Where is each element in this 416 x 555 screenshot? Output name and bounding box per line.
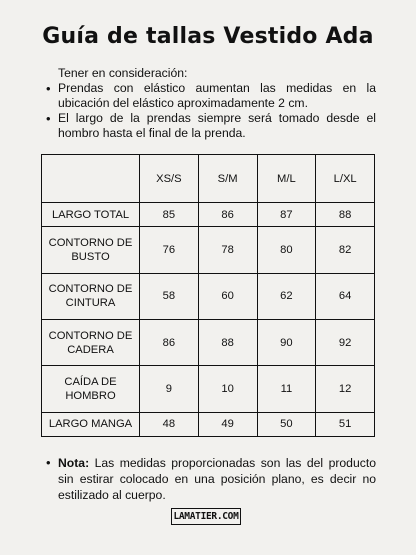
table-cell: 9 bbox=[140, 366, 199, 412]
row-label: LARGO TOTAL bbox=[42, 203, 140, 227]
table-header-cell: M/L bbox=[257, 155, 316, 203]
note-bullet bbox=[46, 455, 376, 503]
table-cell: 92 bbox=[316, 319, 375, 365]
table-cell: 50 bbox=[257, 412, 316, 436]
table-row bbox=[42, 366, 375, 412]
table-row bbox=[42, 319, 375, 365]
table-cell: 64 bbox=[316, 273, 375, 319]
table-cell: 10 bbox=[198, 366, 257, 412]
table-cell: 62 bbox=[257, 273, 316, 319]
table-header-cell: S/M bbox=[198, 155, 257, 203]
table-row bbox=[42, 227, 375, 273]
intro-section bbox=[46, 66, 376, 141]
table-cell: 60 bbox=[198, 273, 257, 319]
table-cell: 51 bbox=[316, 412, 375, 436]
table-cell: 86 bbox=[140, 319, 199, 365]
table-cell: 80 bbox=[257, 227, 316, 273]
row-label: CONTORNO DE CADERA bbox=[42, 319, 140, 365]
table-cell: 86 bbox=[198, 203, 257, 227]
intro-lead: Tener en consideración: bbox=[58, 66, 188, 80]
table-cell: 82 bbox=[316, 227, 375, 273]
table-cell: 11 bbox=[257, 366, 316, 412]
size-table bbox=[41, 154, 375, 437]
table-row bbox=[42, 203, 375, 227]
table-cell: 87 bbox=[257, 203, 316, 227]
table-cell: 78 bbox=[198, 227, 257, 273]
table-cell: 85 bbox=[140, 203, 199, 227]
table-cell: 49 bbox=[198, 412, 257, 436]
table-header-row bbox=[42, 155, 375, 203]
table-header-cell bbox=[42, 155, 140, 203]
table-cell: 58 bbox=[140, 273, 199, 319]
brand-logo: LAMATIER.COM bbox=[171, 508, 241, 525]
row-label: CONTORNO DE CINTURA bbox=[42, 273, 140, 319]
table-header-cell: L/XL bbox=[316, 155, 375, 203]
row-label: CAÍDA DE HOMBRO bbox=[42, 366, 140, 412]
table-row bbox=[42, 273, 375, 319]
intro-bullets bbox=[46, 81, 376, 141]
note-label: Nota: bbox=[58, 456, 90, 470]
table-row bbox=[42, 412, 375, 436]
note-text: Las medidas proporcionadas son las del producto sin estirar colocado en una posición plano, es decir no estilizado al cuerpo. bbox=[58, 456, 376, 502]
table-cell: 76 bbox=[140, 227, 199, 273]
note-section bbox=[46, 455, 376, 503]
table-cell: 48 bbox=[140, 412, 199, 436]
table-cell: 88 bbox=[316, 203, 375, 227]
table-cell: 12 bbox=[316, 366, 375, 412]
table-cell: 88 bbox=[198, 319, 257, 365]
intro-bullet: • El largo de la prendas siempre será tomado desde el hombro hasta el final de la prenda. bbox=[46, 111, 376, 141]
intro-bullet: • Prendas con elástico aumentan las medidas en la ubicación del elástico aproximadamente 2 cm. bbox=[46, 81, 376, 111]
table-header-cell: XS/S bbox=[140, 155, 199, 203]
row-label: LARGO MANGA bbox=[42, 412, 140, 436]
table-cell: 90 bbox=[257, 319, 316, 365]
page-title: Guía de tallas Vestido Ada bbox=[42, 24, 374, 49]
row-label: CONTORNO DE BUSTO bbox=[42, 227, 140, 273]
